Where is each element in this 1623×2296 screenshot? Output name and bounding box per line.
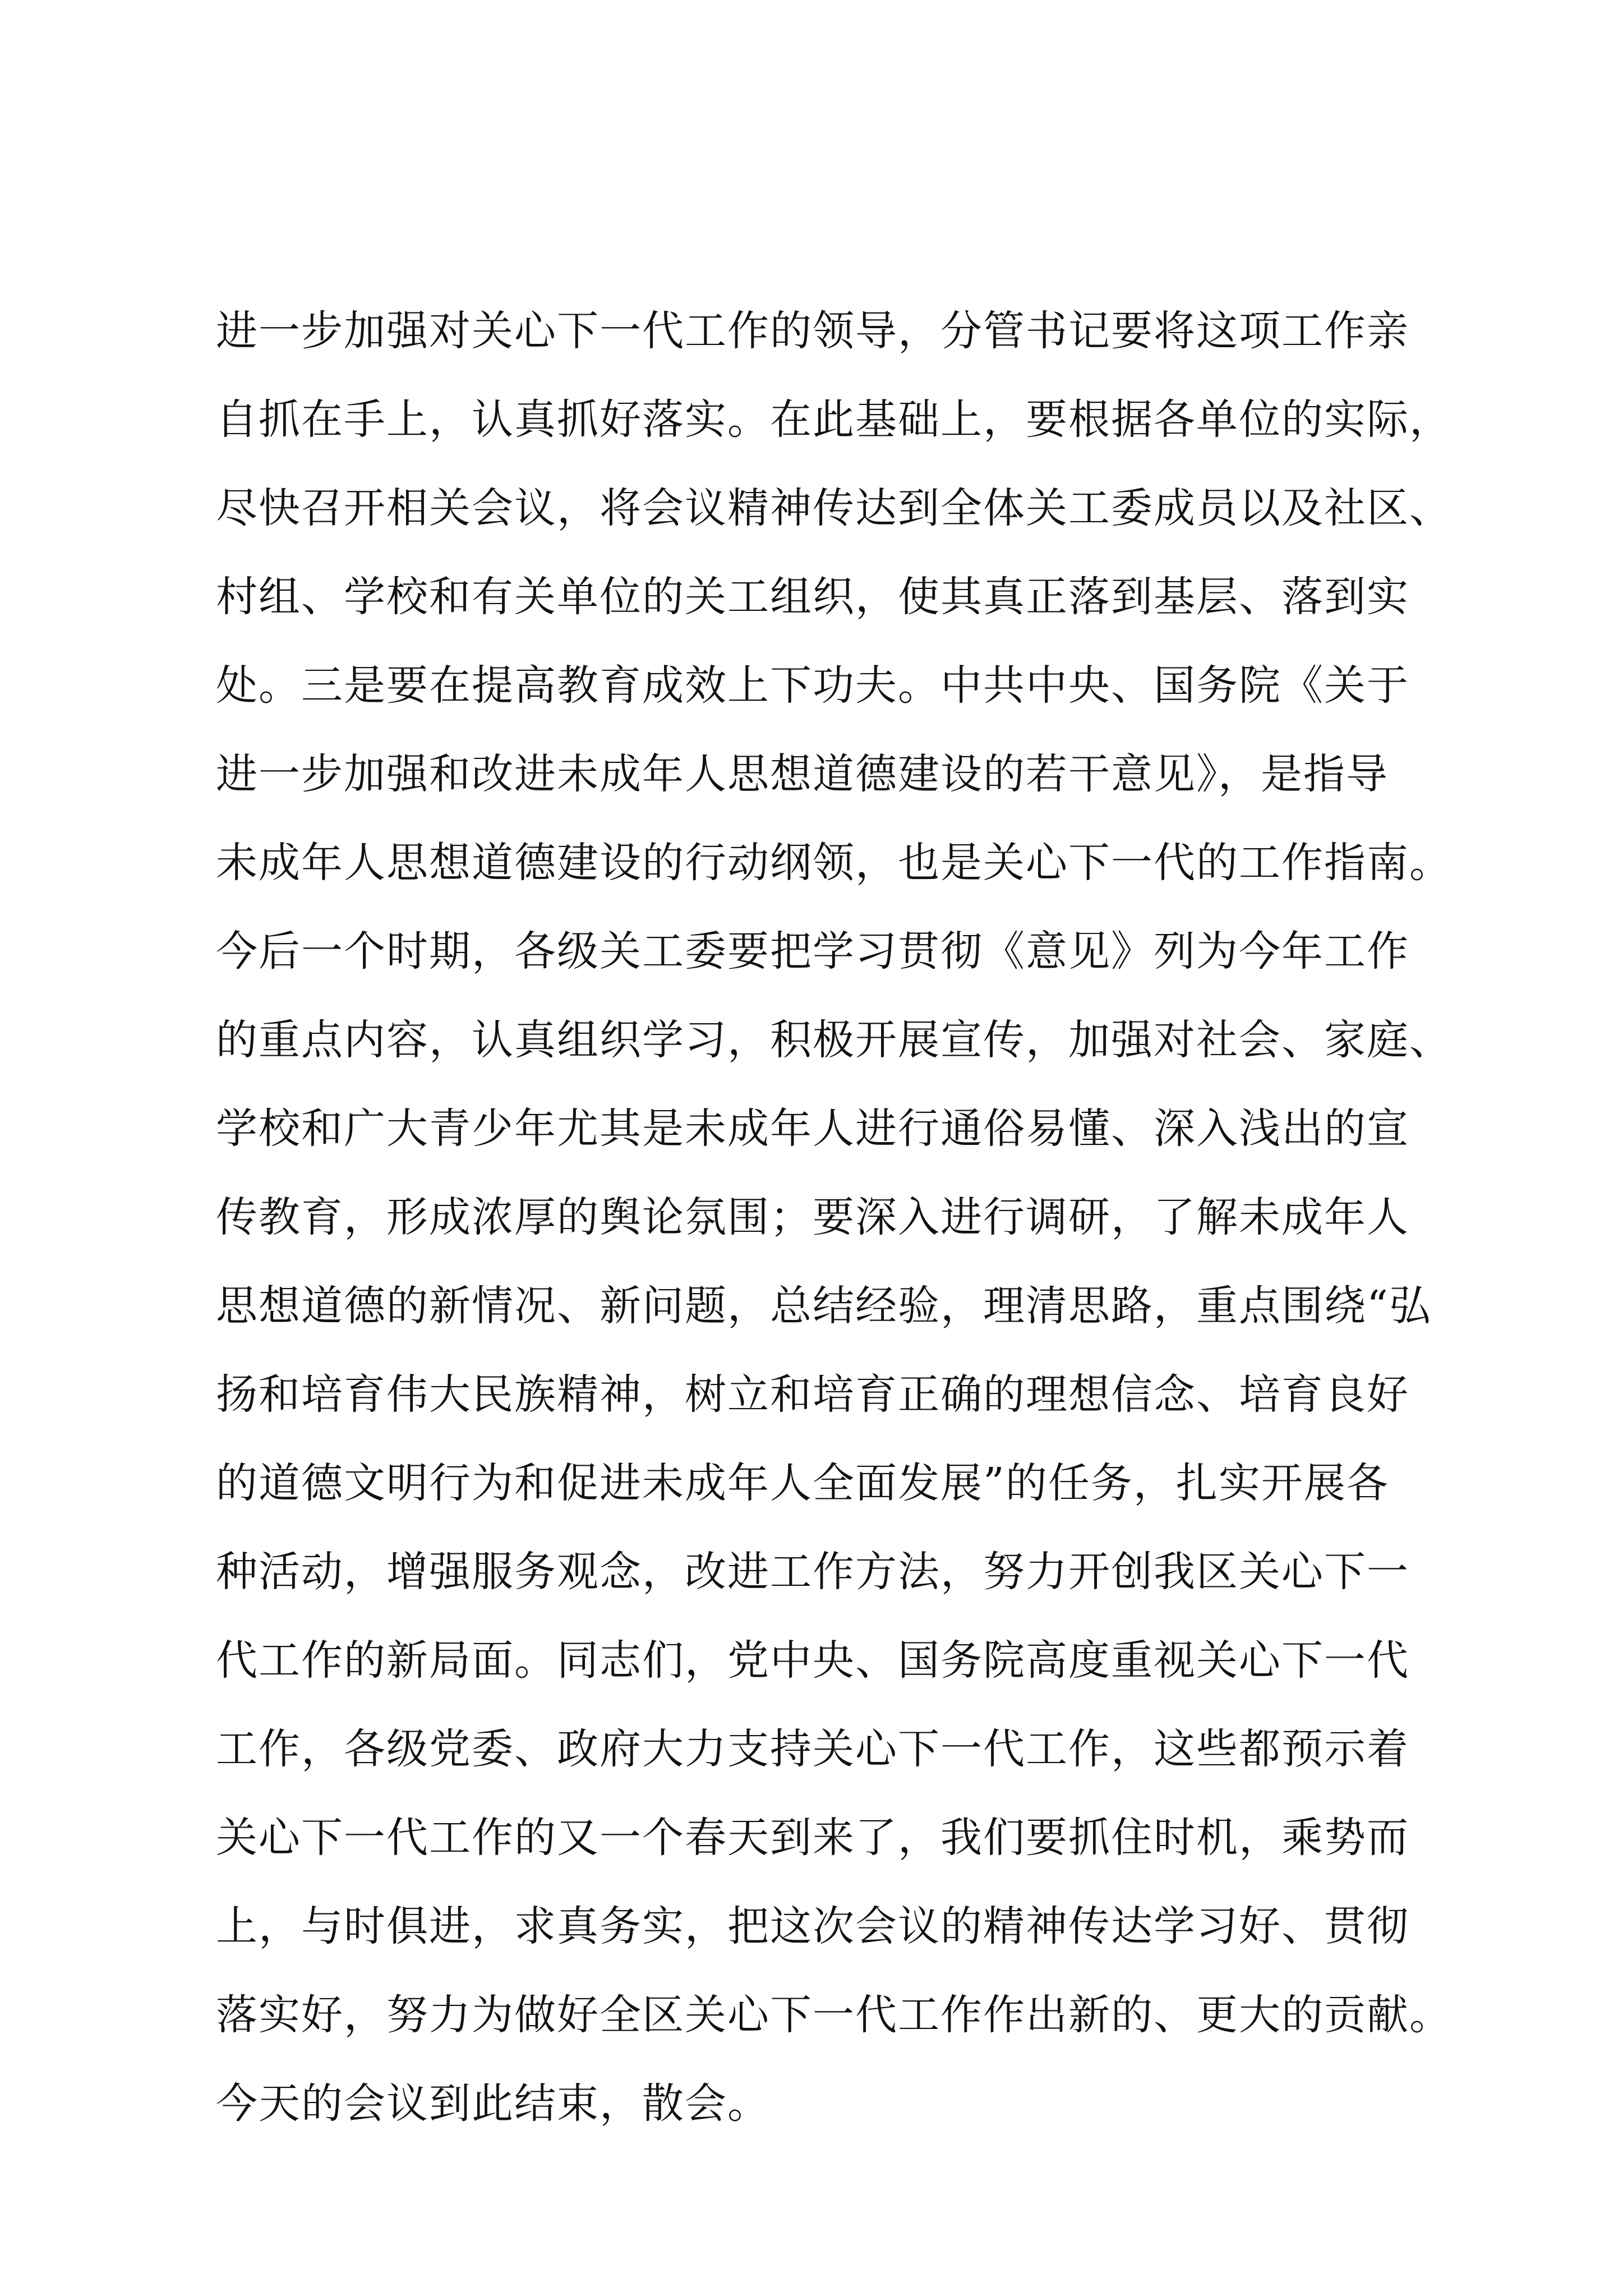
text-line: 进一步加强对关心下一代工作的领导，分管书记要将这项工作亲 [216,307,1409,355]
text-line: 尽快召开相关会议，将会议精神传达到全体关工委成员以及社区、 [216,484,1452,532]
text-line: 传教育，形成浓厚的舆论氛围；要深入进行调研，了解未成年人 [216,1193,1409,1241]
text-line: 的重点内容，认真组织学习，积极开展宣传，加强对社会、家庭、 [216,1016,1452,1064]
text-line: 村组、学校和有关单位的关工组织，使其真正落到基层、落到实 [216,573,1409,621]
text-line: 进一步加强和改进未成年人思想道德建设的若干意见》，是指导 [216,750,1389,798]
text-line: 上，与时俱进，求真务实，把这次会议的精神传达学习好、贯彻 [216,1902,1409,1950]
text-line: 自抓在手上，认真抓好落实。在此基础上，要根据各单位的实际， [216,395,1452,444]
text-line: 工作，各级党委、政府大力支持关心下一代工作，这些都预示着 [216,1725,1409,1773]
text-line: 扬和培育伟大民族精神，树立和培育正确的理想信念、培育良好 [216,1370,1409,1419]
text-line: 思想道德的新情况、新问题，总结经验，理清思路，重点围绕“弘 [216,1282,1432,1330]
text-line: 代工作的新局面。同志们，党中央、国务院高度重视关心下一代 [216,1636,1409,1685]
text-line: 处。三是要在提高教育成效上下功夫。中共中央、国务院《关于 [216,661,1409,710]
text-line: 未成年人思想道德建设的行动纲领，也是关心下一代的工作指南。 [216,839,1452,887]
text-line: 今后一个时期，各级关工委要把学习贯彻《意见》列为今年工作 [216,927,1409,976]
text-line: 落实好，努力为做好全区关心下一代工作作出新的、更大的贡献。 [216,1991,1452,2039]
text-line: 种活动，增强服务观念，改进工作方法，努力开创我区关心下一 [216,1548,1409,1596]
text-line: 今天的会议到此结束，散会。 [216,2079,770,2128]
text-line: 学校和广大青少年尤其是未成年人进行通俗易懂、深入浅出的宣 [216,1105,1409,1153]
text-line: 的道德文明行为和促进未成年人全面发展”的任务，扎实开展各 [216,1459,1389,1507]
text-line: 关心下一代工作的又一个春天到来了，我们要抓住时机，乘势而 [216,1814,1409,1862]
